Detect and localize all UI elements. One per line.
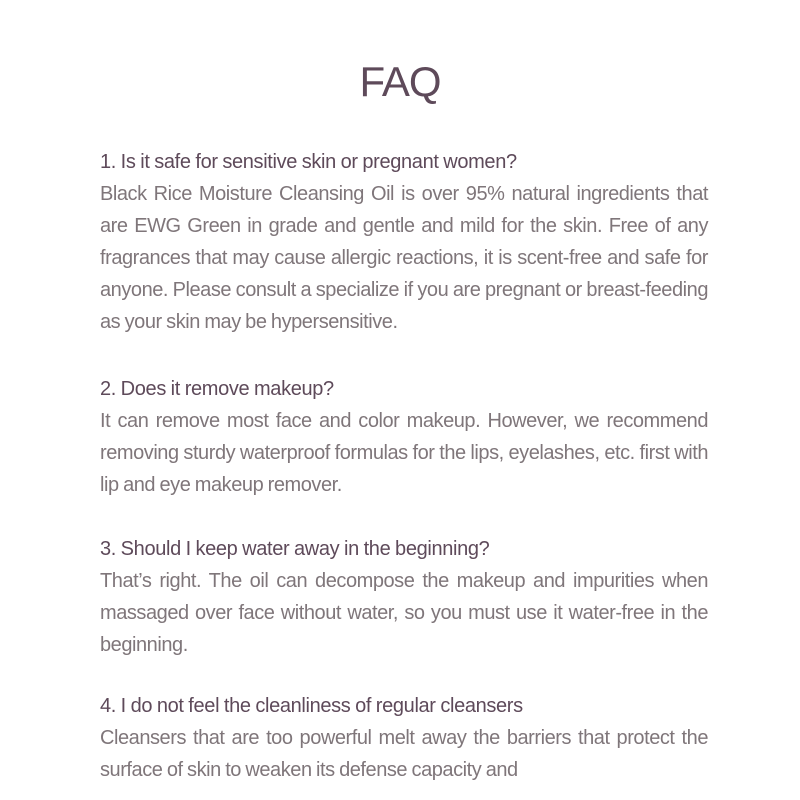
faq-question-1: 1. Is it safe for sensitive skin or pregnant women? xyxy=(100,151,517,173)
faq-question-3: 3. Should I keep water away in the beginning? xyxy=(100,538,490,560)
page-title: FAQ xyxy=(359,58,441,105)
faq-item-4 xyxy=(100,690,708,786)
faq-answer-2: It can remove most face and color makeup. However, we recommend removing sturdy waterproof formulas for the lips, eyelashes, etc. first with lip and eye makeup remover. xyxy=(100,410,708,496)
faq-item-2 xyxy=(100,373,708,501)
faq-item-1 xyxy=(100,146,708,338)
faq-question-2: 2. Does it remove makeup? xyxy=(100,378,334,400)
faq-question-4: 4. I do not feel the cleanliness of regular cleansers xyxy=(100,695,523,717)
faq-answer-4: Cleansers that are too powerful melt away the barriers that protect the surface of skin to weaken its defense capacity and xyxy=(100,727,708,781)
faq-answer-1: Black Rice Moisture Cleansing Oil is over 95% natural ingredients that are EWG Green in grade and gentle and mild for the skin. Free of any fragrances that may cause allergic reactions, it is scent-free and safe for anyone. Please consult a specialize if you are pregnant or breast-feeding as your skin may be hypersensitive. xyxy=(100,183,708,333)
faq-item-3 xyxy=(100,533,708,661)
faq-answer-3: That’s right. The oil can decompose the makeup and impurities when massaged over face without water, so you must use it water-free in the beginning. xyxy=(100,570,708,656)
